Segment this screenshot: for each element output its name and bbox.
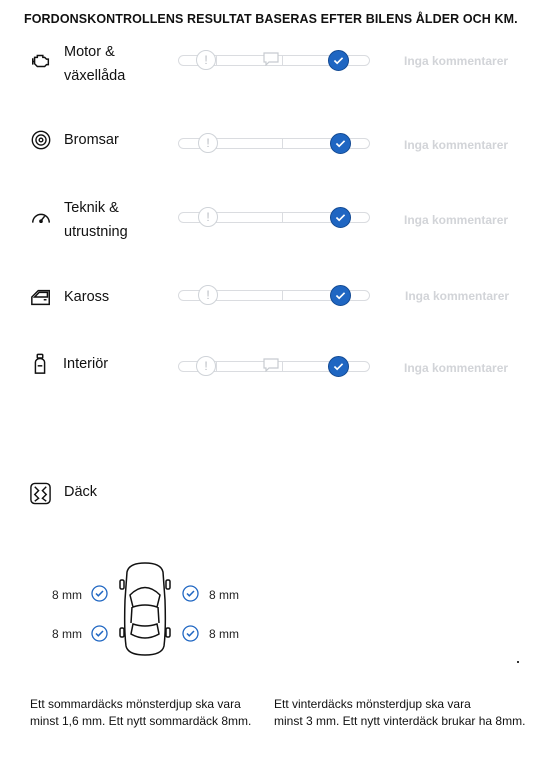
ok-check-icon [330,285,351,306]
ok-check-icon [330,133,351,154]
tyre-front-right-depth: 8 mm [209,588,239,602]
stray-dot [517,661,519,663]
category-row-body [0,285,539,345]
car-top-view-icon [115,560,175,658]
no-comment-text: Inga kommentarer [404,54,509,68]
status-scale [178,50,370,72]
category-row-brakes [0,128,539,188]
ok-check-icon [328,50,349,71]
tyre-rear-right-ok-icon [182,625,199,642]
ok-check-icon [330,207,351,228]
no-comment-text: Inga kommentarer [404,138,509,152]
tyre-rear-left-depth: 8 mm [52,627,82,641]
warning-icon: ! [198,285,218,305]
tyre-front-left-depth: 8 mm [52,588,82,602]
category-row-technology [0,196,539,256]
category-row-engine [0,40,539,100]
summer-tyre-note: Ett sommardäcks mönsterdjup ska vara minst 1,6 mm. Ett nytt sommardäck 8mm. [30,697,252,728]
no-comment-text: Inga kommentarer [405,289,510,303]
tyres-title: Däck [64,484,98,500]
status-scale [178,285,370,307]
status-scale [178,133,370,155]
category-label: Motor & växellåda [64,44,126,84]
status-scale [178,207,370,229]
warning-icon: ! [198,207,218,227]
comment-icon [263,52,279,66]
engine-icon [30,50,52,72]
ok-check-icon [328,356,349,377]
category-label: Bromsar [64,132,119,148]
comment-icon [263,358,279,372]
tyre-front-right-ok-icon [182,585,199,602]
no-comment-text: Inga kommentarer [404,361,509,375]
winter-tyre-note: Ett vinterdäcks mönsterdjup ska vara minst 3 mm. Ett nytt vinterdäck brukar ha 8mm. [274,697,526,728]
tyre-rear-right-depth: 8 mm [209,627,239,641]
gauge-icon [30,207,52,229]
seat-icon [29,353,51,375]
tyre-rear-left-ok-icon [91,625,108,642]
category-label: Teknik & utrustning [64,200,128,240]
warning-icon: ! [196,356,216,376]
tyre-icon [29,482,52,505]
warning-icon: ! [196,50,216,70]
brake-disc-icon [30,129,52,151]
tyre-front-left-ok-icon [91,585,108,602]
status-scale [178,356,370,378]
car-door-icon [30,286,52,308]
category-row-interior [0,352,539,412]
page-heading: FORDONSKONTROLLENS RESULTAT BASERAS EFTER BILENS ÅLDER OCH KM. [24,12,518,26]
category-label: Interiör [63,356,109,372]
category-label: Kaross [64,289,110,305]
warning-icon: ! [198,133,218,153]
no-comment-text: Inga kommentarer [404,213,509,227]
